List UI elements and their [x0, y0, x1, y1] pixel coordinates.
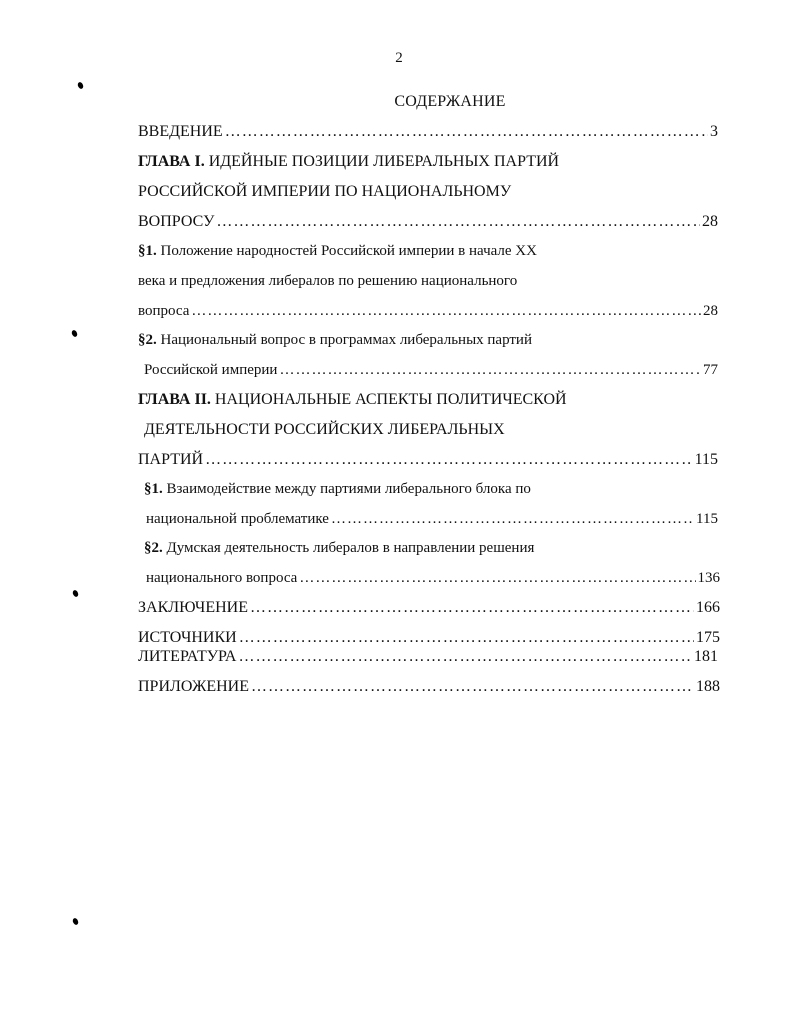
toc-ch2-section-2-line-2[interactable] [146, 568, 720, 588]
leader-dots [250, 598, 694, 618]
toc-ch2-section-1-line-1[interactable] [144, 479, 724, 499]
toc-entry-literature[interactable] [138, 647, 718, 667]
toc-chapter-2-line-3[interactable] [138, 450, 718, 470]
toc-chapter-2-line-2 [144, 420, 724, 440]
toc-page: 188 [696, 678, 720, 695]
scan-mark [71, 329, 78, 337]
section-title: Думская деятельность либералов в направлении решения [166, 540, 535, 556]
chapter-prefix: ГЛАВА I. [138, 153, 205, 170]
toc-label: ЗАКЛЮЧЕНИЕ [138, 599, 248, 616]
toc-entry-conclusion[interactable] [138, 598, 720, 618]
toc-label: ЛИТЕРАТУРА [138, 648, 237, 665]
scan-mark [72, 917, 79, 925]
leader-dots [279, 360, 701, 380]
section-title-cont: национальной проблематике [146, 511, 329, 527]
toc-page: 136 [697, 570, 720, 586]
toc-page: 175 [696, 629, 720, 646]
page-title: СОДЕРЖАНИЕ [394, 93, 506, 110]
chapter-title-cont: ВОПРОСУ [138, 213, 215, 230]
leader-dots [191, 301, 701, 321]
section-title: Национальный вопрос в программах либеральных партий [160, 332, 532, 348]
scan-mark [77, 81, 84, 89]
leader-dots [299, 568, 695, 588]
toc-page: 77 [703, 362, 718, 378]
section-prefix: §1. [138, 243, 157, 259]
chapter-title: НАЦИОНАЛЬНЫЕ АСПЕКТЫ ПОЛИТИЧЕСКОЙ [214, 391, 567, 408]
toc-label: ВВЕДЕНИЕ [138, 123, 223, 140]
chapter-title-cont: РОССИЙСКОЙ ИМПЕРИИ ПО НАЦИОНАЛЬНОМУ [138, 183, 512, 200]
scan-mark [72, 589, 79, 597]
section-prefix: §2. [138, 332, 157, 348]
leader-dots [225, 122, 708, 142]
section-title: Взаимодействие между партиями либерального блока по [166, 481, 531, 497]
toc-ch1-section-1-line-2 [138, 271, 718, 291]
toc-entry-appendix[interactable] [138, 677, 720, 697]
chapter-title: ИДЕЙНЫЕ ПОЗИЦИИ ЛИБЕРАЛЬНЫХ ПАРТИЙ [208, 153, 560, 170]
chapter-title-cont: ДЕЯТЕЛЬНОСТИ РОССИЙСКИХ ЛИБЕРАЛЬНЫХ [144, 421, 505, 438]
section-title-cont: века и предложения либералов по решению национального [138, 273, 518, 289]
toc-page: 115 [696, 511, 718, 527]
toc-entry-sources[interactable] [138, 628, 720, 648]
toc-ch1-section-1-line-1[interactable] [138, 241, 718, 261]
toc-chapter-1-line-3[interactable] [138, 212, 718, 232]
toc-page: 115 [694, 451, 718, 468]
toc-page: 166 [696, 599, 720, 616]
toc-page: 3 [710, 123, 718, 140]
page-number: 2 [395, 50, 403, 66]
toc-page: 181 [694, 648, 718, 665]
leader-dots [251, 677, 694, 697]
leader-dots [216, 212, 700, 232]
section-title-cont: национального вопроса [146, 570, 298, 586]
toc-ch1-section-2-line-1[interactable] [138, 330, 718, 350]
toc-chapter-2-line-1[interactable] [138, 390, 718, 410]
leader-dots [239, 628, 694, 648]
toc-label: ИСТОЧНИКИ [138, 629, 237, 646]
section-prefix: §1. [144, 481, 163, 497]
toc-ch1-section-1-line-3[interactable] [138, 301, 718, 321]
toc-ch2-section-1-line-2[interactable] [146, 509, 718, 529]
section-prefix: §2. [144, 540, 163, 556]
leader-dots [205, 450, 693, 470]
toc-chapter-1-line-1[interactable] [138, 152, 718, 172]
toc-label: ПРИЛОЖЕНИЕ [138, 678, 250, 695]
toc-entry-intro[interactable] [138, 122, 718, 142]
leader-dots [238, 647, 692, 667]
toc-chapter-1-line-2 [138, 182, 718, 202]
toc-ch2-section-2-line-1[interactable] [144, 538, 724, 558]
chapter-prefix: ГЛАВА II. [138, 391, 211, 408]
section-title-cont: вопроса [138, 303, 190, 319]
leader-dots [331, 509, 694, 529]
toc-ch1-section-2-line-2[interactable] [144, 360, 718, 380]
section-title: Положение народностей Российской империи в начале XX [160, 243, 537, 259]
toc-page: 28 [703, 303, 718, 319]
toc-page: 28 [702, 213, 718, 230]
section-title-cont: Российской империи [144, 362, 278, 378]
chapter-title-cont: ПАРТИЙ [138, 451, 204, 468]
